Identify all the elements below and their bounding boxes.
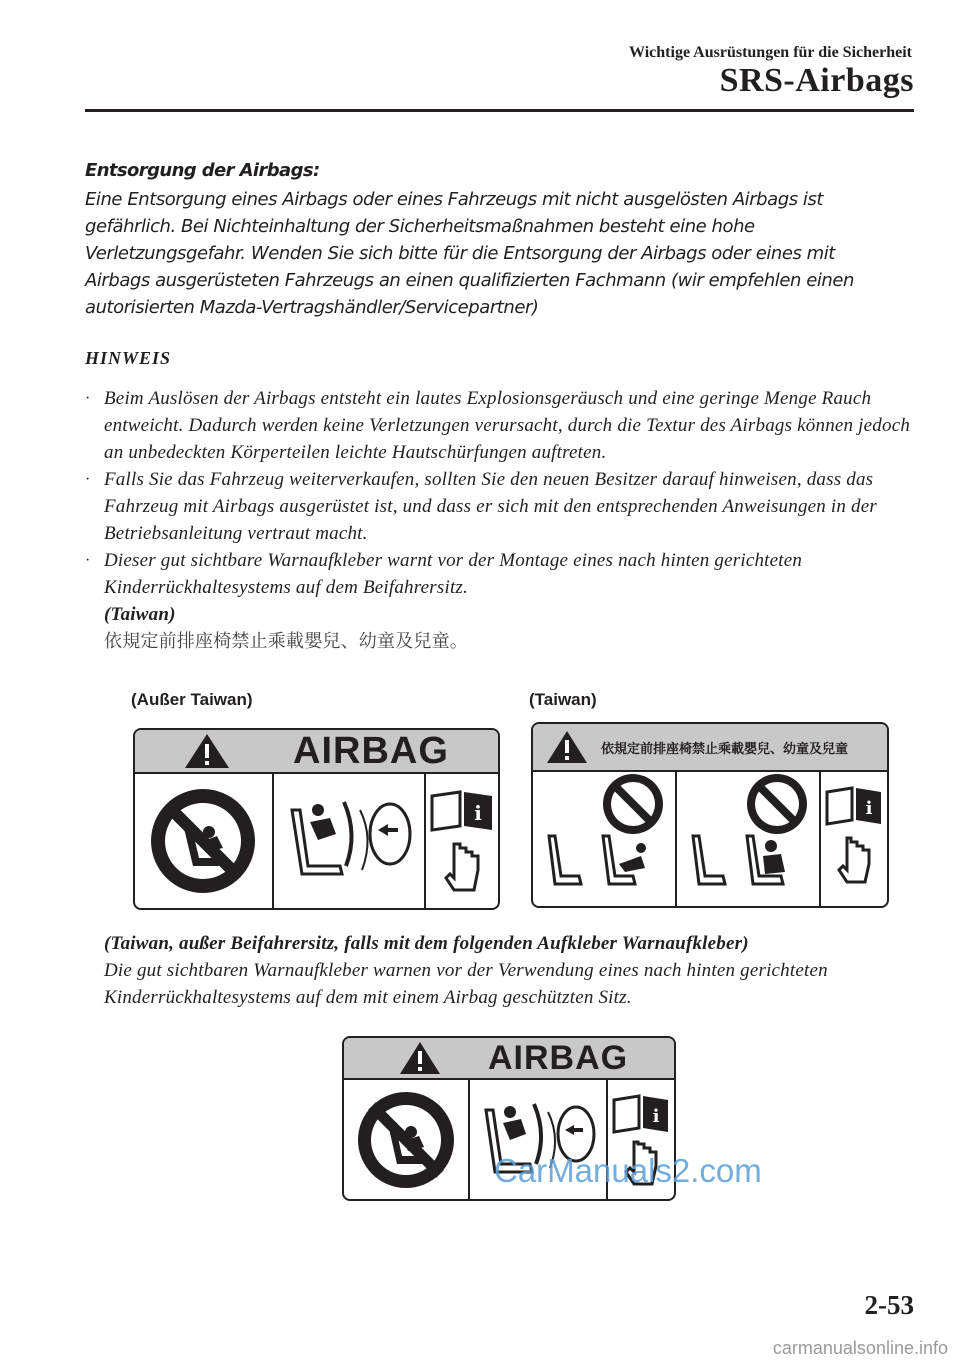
taiwan-sticker-text: 依規定前排座椅禁止乘載嬰兒、幼童及兒童	[601, 741, 849, 757]
bullet-icon: ·	[85, 552, 91, 569]
manual-book-icon	[821, 772, 887, 906]
disposal-heading: Entsorgung der Airbags:	[85, 160, 320, 181]
caption-body: Die gut sichtbaren Warnaufkleber warnen vor der Verwendung eines nach hinten gerichteten Kinderrückhaltesystems auf dem mit einem Airbag geschützten Sitz.	[104, 960, 828, 1008]
page-number: 2-53	[864, 1290, 914, 1320]
prohibited-child-icon	[677, 772, 819, 906]
no-rear-facing-seat-cell	[135, 774, 274, 908]
note-item: · Dieser gut sichtbare Warnaufkleber warnt vor der Montage eines nach hinten gerichteten Kinderrückhaltesystems auf dem Beifahrersitz. (Taiwan) 依規定前排座椅禁止乘載嬰兒、幼童及兒童。	[85, 547, 915, 655]
airbag-word: AIRBAG	[293, 729, 449, 772]
airbag-warning-sticker	[133, 728, 500, 910]
footer-site: carmanualsonline.info	[772, 1338, 948, 1358]
header-rule	[85, 109, 914, 112]
taiwan-caption	[104, 930, 924, 1011]
taiwan-text: 依規定前排座椅禁止乘載嬰兒、幼童及兒童。	[104, 631, 468, 652]
taiwan-warning-sticker	[531, 722, 889, 908]
read-manual-cell	[821, 772, 887, 906]
no-front-seat-child-cell	[533, 772, 677, 906]
label-taiwan: (Taiwan)	[529, 690, 597, 709]
prohibited-child-seat-icon	[135, 774, 272, 908]
note-item: · Falls Sie das Fahrzeug weiterverkaufen, sollten Sie den neuen Besitzer darauf hinweisen, dass das Fahrzeug mit Airbags ausgerüstet ist, und dass er sich mit den entsprechenden Anweisungen in der Betriebsanleitung vertraut macht.	[85, 466, 915, 547]
note-heading: HINWEIS	[85, 348, 172, 368]
airbag-deploy-cell	[274, 774, 426, 908]
warning-icon	[183, 732, 231, 770]
prohibited-rear-facing-icon	[533, 772, 675, 906]
no-rear-facing-seat-cell	[344, 1080, 470, 1199]
label-outside-taiwan: (Außer Taiwan)	[131, 690, 253, 709]
section-subtitle: Wichtige Ausrüstungen für die Sicherheit	[629, 44, 912, 61]
manual-book-icon	[426, 774, 498, 908]
disposal-text: Eine Entsorgung eines Airbags oder eines Fahrzeugs mit nicht ausgelösten Airbags ist gefährlich. Bei Nichteinhaltung der Sicherheitsmaßnahmen besteht eine hohe Verletzungsgefahr. Wenden Sie sich bitte für die Entsorgung der Airbags oder eines mit Airbags ausgerüsteten Fahrzeugs an einen qualifizierten Fachmann (wir empfehlen einen autorisierten Mazda-Vertragshändler/Servicepartner)	[85, 189, 854, 318]
taiwan-label: (Taiwan)	[104, 604, 176, 625]
sticker-band	[344, 1038, 674, 1080]
watermark: CarManuals2.com	[494, 1152, 762, 1189]
airbag-deploy-icon	[274, 774, 424, 908]
warning-icon	[398, 1040, 442, 1076]
sticker-band	[533, 724, 887, 772]
sticker-band	[135, 730, 498, 774]
bullet-icon: ·	[85, 390, 91, 407]
warning-icon	[545, 729, 589, 765]
info-glyph: i	[652, 1106, 660, 1127]
info-glyph: i	[865, 798, 873, 819]
note-item: · Beim Auslösen der Airbags entsteht ein lautes Explosionsgeräusch und eine geringe Menge Rauch entweicht. Dadurch werden keine Verletzungen verursacht, durch die Textur des Airbags können jedoch an unbedeckten Körperteilen leichte Hautschürfungen auftreten.	[85, 385, 915, 466]
airbag-word: AIRBAG	[488, 1038, 629, 1077]
caption-heading: (Taiwan, außer Beifahrersitz, falls mit dem folgenden Aufkleber Warnaufkleber)	[104, 933, 749, 954]
read-manual-cell	[426, 774, 498, 908]
bullet-icon: ·	[85, 471, 91, 488]
no-front-seat-infant-cell	[677, 772, 821, 906]
info-glyph: i	[474, 801, 482, 825]
section-title: SRS-Airbags	[719, 62, 914, 99]
prohibited-child-seat-icon	[344, 1080, 468, 1200]
note-list	[85, 385, 915, 655]
